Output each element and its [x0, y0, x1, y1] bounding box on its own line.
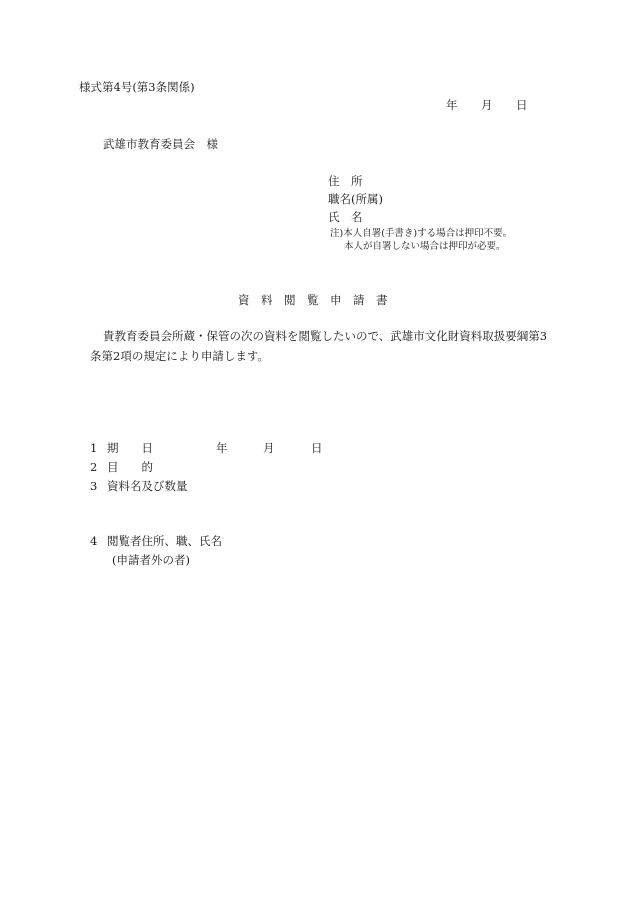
document-title: 資 料 閲 覧 申 請 書 [238, 293, 388, 307]
item-date [90, 443, 153, 455]
item-materials [90, 481, 188, 493]
item-purpose [90, 462, 153, 474]
item-label: 閲覧者住所、職、氏名 [107, 534, 222, 548]
applicant-position-label: 職名(所属) [328, 192, 383, 206]
body-line-1: 貴教育委員会所蔵・保管の次の資料を閲覧したいので、武雄市文化財資料取扱要綱第3 [103, 329, 548, 343]
applicant-note-line2: 本人が自署しない場合は押印が必要。 [344, 241, 506, 252]
item-viewer-sublabel: (申請者外の者) [112, 553, 190, 567]
applicant-address-label: 住 所 [328, 174, 363, 188]
date-year-label: 年 [446, 98, 458, 112]
body-line-2: 条第2項の規定により申請します。 [90, 349, 269, 363]
item-label: 目 的 [107, 460, 153, 474]
date-day-label: 日 [516, 98, 528, 112]
item-viewer [90, 536, 222, 548]
item-number: 3 [90, 479, 98, 493]
date-month-label: 月 [481, 98, 493, 112]
item-number: 1 [90, 441, 98, 455]
item-label: 資料名及び数量 [107, 479, 188, 493]
item-date-year-label: 年 [216, 441, 228, 455]
item-date-day-label: 日 [311, 441, 323, 455]
item-date-month-label: 月 [263, 441, 275, 455]
item-number: 4 [90, 534, 98, 548]
applicant-name-label: 氏 名 [328, 210, 363, 224]
form-number: 様式第4号(第3条関係) [79, 80, 195, 94]
item-number: 2 [90, 460, 98, 474]
item-label: 期 日 [107, 441, 153, 455]
addressee: 武雄市教育委員会 様 [103, 137, 218, 151]
applicant-note-line1: 注)本人自署(手書き)する場合は押印不要。 [330, 228, 513, 239]
